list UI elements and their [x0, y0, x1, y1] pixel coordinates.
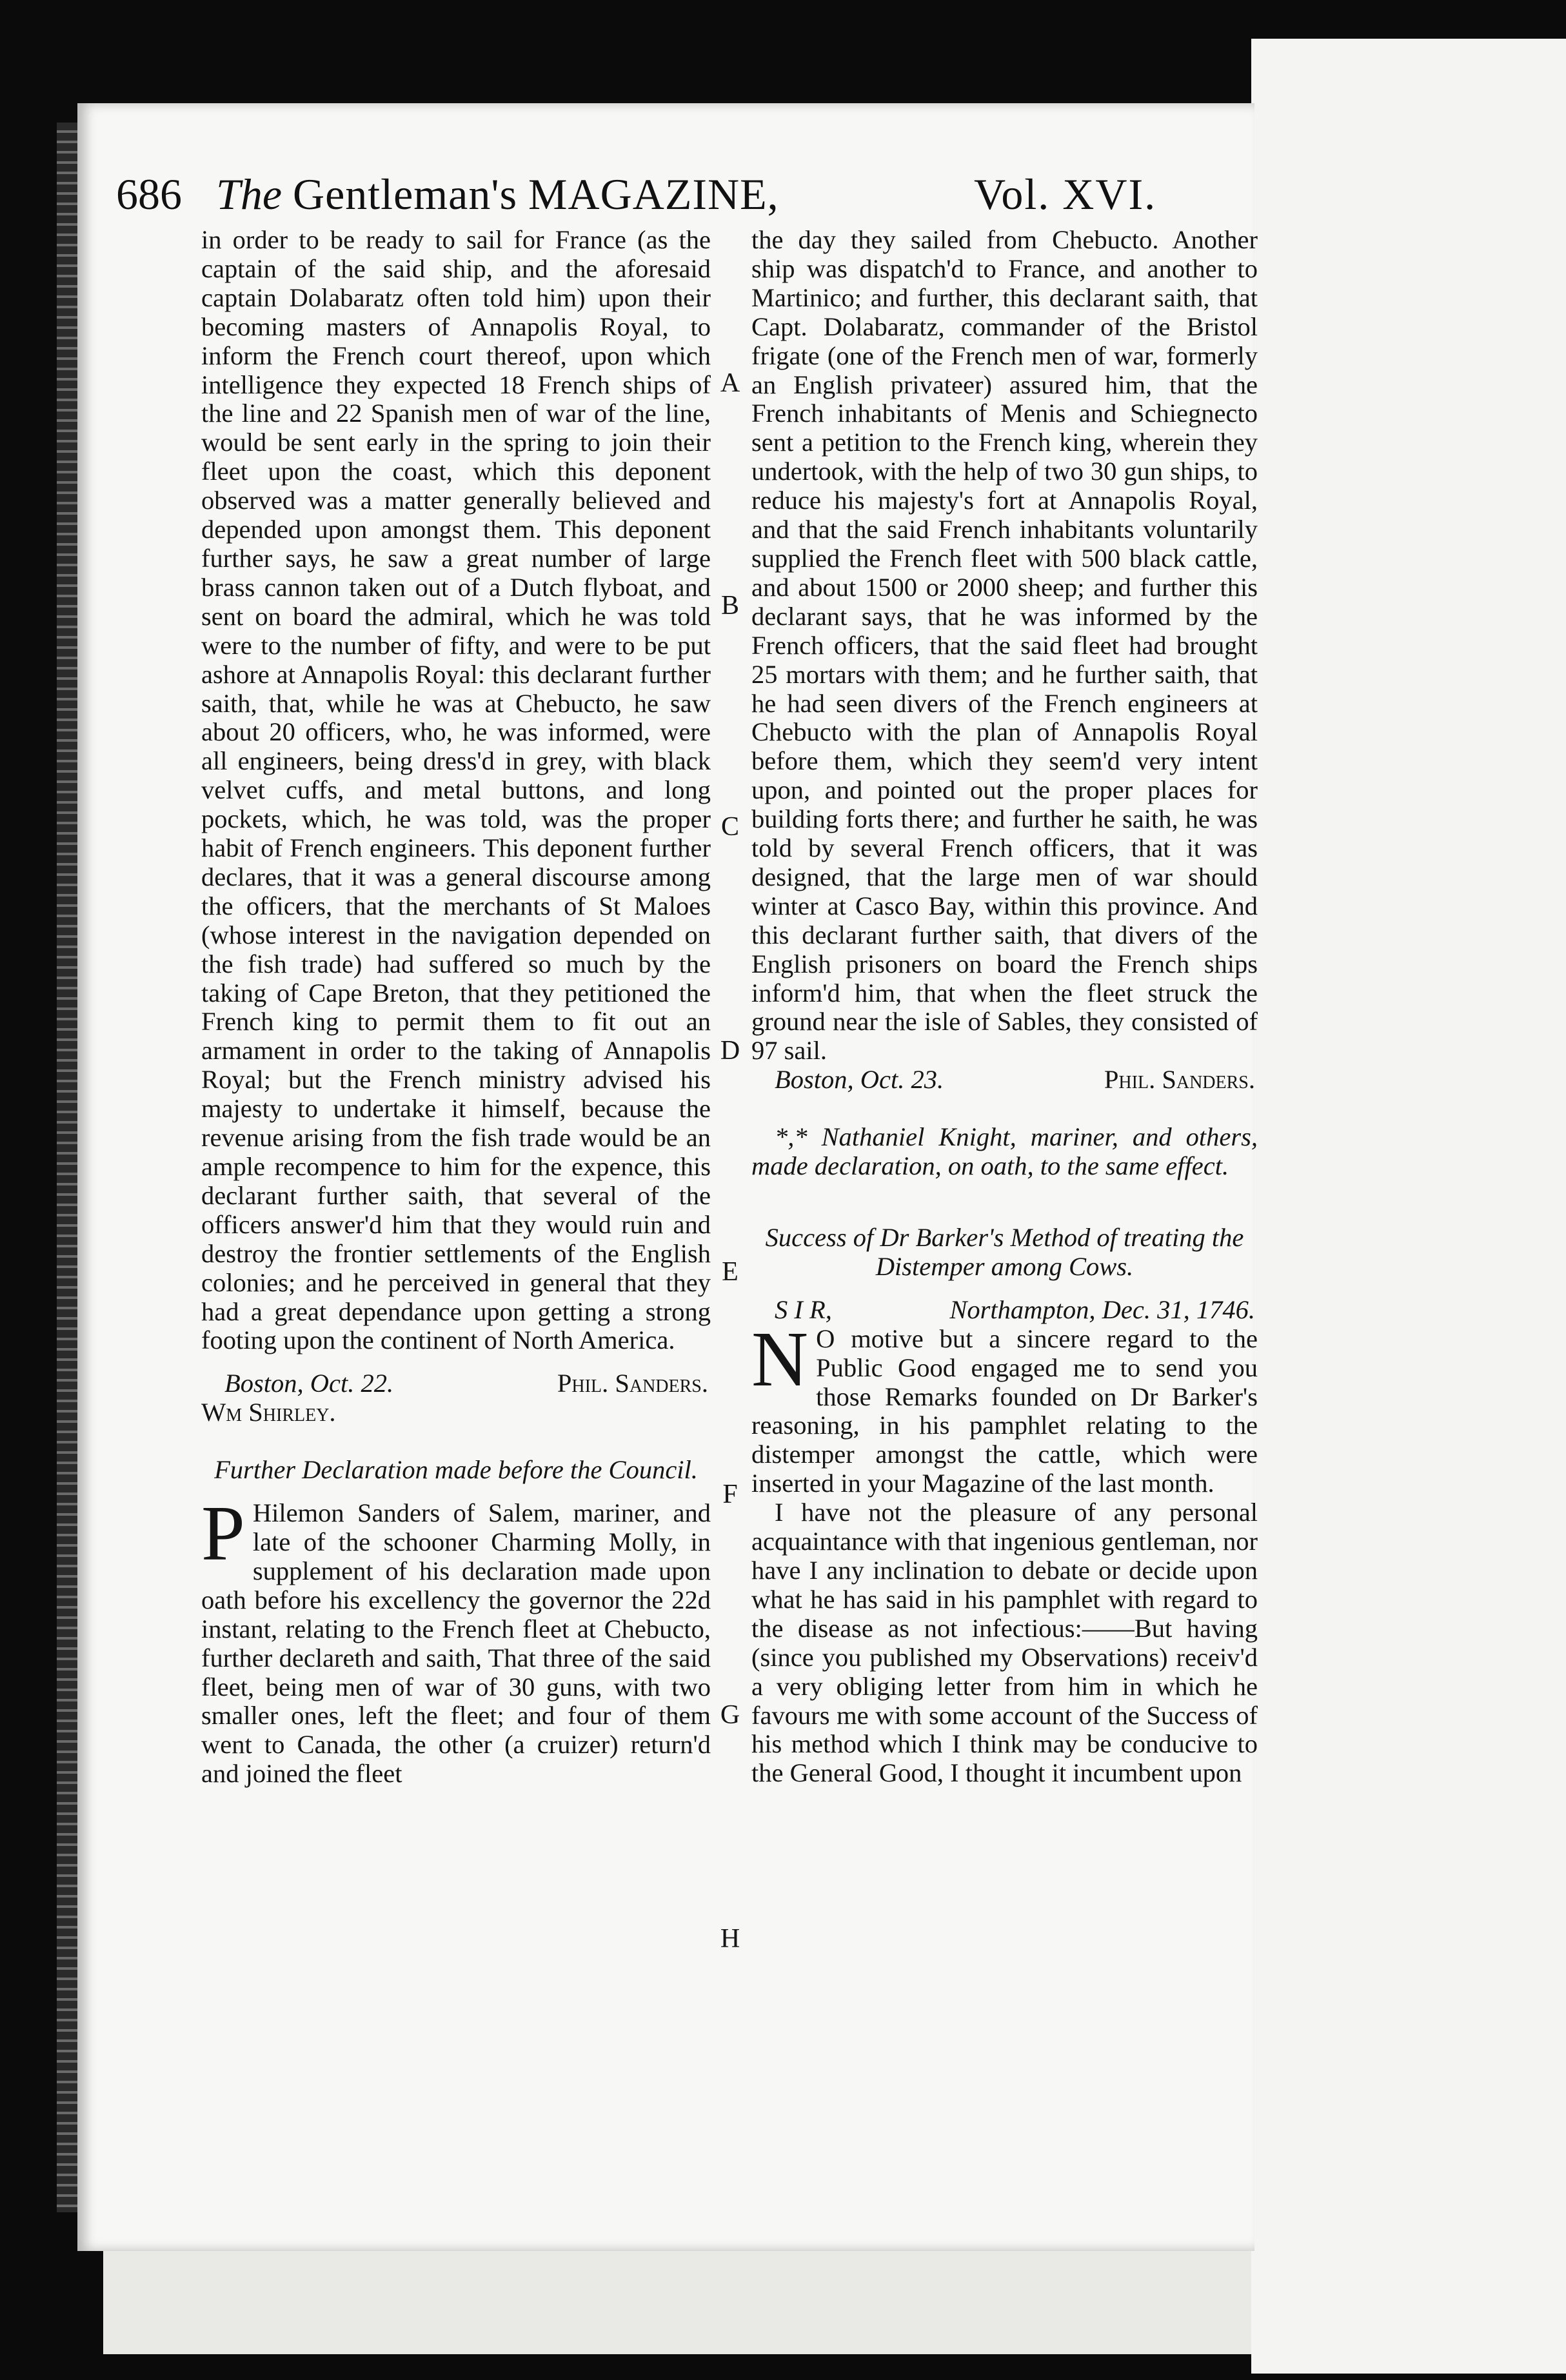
page-header [116, 169, 1213, 227]
margin-letter-c: C [720, 812, 739, 842]
margin-letter-e: E [722, 1257, 738, 1287]
next-page-edge [1251, 39, 1566, 2374]
title-prefix: The [216, 170, 282, 219]
magazine-title [216, 169, 779, 220]
letter-opening [751, 1296, 1258, 1325]
left-paragraph-1: in order to be ready to sail for France (as the captain of the said ship, and the aforesaid captain Dolabaratz often told him) upon their becoming masters of Annapolis Royal, to inform the French court thereof, upon which intelligence they expected 18 French ships of the line and 22 Spanish men of war of the line, would be sent early in the spring to join their fleet upon the coast, which this deponent observed was a matter generally believed and depended upon amongst them. This deponent further says, he saw a great number of large brass cannon taken out of a Dutch flyboat, and sent on board the admiral, which he was told were to the number of fifty, and were to be put ashore at Annapolis Royal: this declarant further saith, that, while he was at Chebucto, he saw about 20 officers, who, he was informed, were all engineers, being dress'd in grey, with black velvet cuffs, and metal buttons, and long pockets, which, he was told, was the proper habit of French engineers. This deponent further declares, that it was a general discourse among the officers, that the merchants of St Maloes (whose interest in the navigation depended on the fish trade) had suffered so much by the taking of Cape Breton, that they petitioned the French king to permit them to fit out an armament in order to the taking of Annapolis Royal; but the French ministry advised his majesty to undertake it himself, because the revenue arising from the fish trade would be an ample recompence to him for the expence, this declarant further saith, that several of the officers answer'd him that they would ruin and destroy the frontier settlements of the English colonies; and he perceived in general that they had a great dependance upon getting a strong footing upon the continent of North America. [201, 225, 711, 1355]
margin-letter-f: F [722, 1480, 738, 1509]
right-signoff-place: Boston, Oct. 23. [775, 1065, 944, 1095]
right-paragraph-2-text: O motive but a sincere regard to the Public Good engaged me to send you those Remarks founded on Dr Barker's reasoning, in his pamphlet relating to the distemper amongst the cattle, which were inserted in your Magazine of the last month. [751, 1324, 1258, 1498]
right-heading: Success of Dr Barker's Method of treating the Distemper among Cows. [765, 1223, 1244, 1281]
margin-letter-h: H [720, 1924, 740, 1954]
right-signoff [751, 1066, 1258, 1095]
left-signoff-name2: Wm Shirley. [201, 1398, 336, 1427]
right-paragraph-3: I have not the pleasure of any personal acquaintance with that ingenious gentleman, nor have I any inclination to debate or decide upon what he has said in his pamphlet with regard to the disease as not infectious:——But having (since you published my Observations) receiv'd a very obliging letter from him in which he favours me with some account of the Success of his method which I think may be conducive to the General Good, I thought it incumbent upon [751, 1498, 1258, 1788]
page-bottom-edge [103, 2251, 1251, 2354]
left-signoff-name: Phil. Sanders. [557, 1369, 708, 1398]
left-paragraph-2 [201, 1490, 711, 1789]
right-column [751, 226, 1258, 1788]
margin-letter-d: D [720, 1036, 740, 1066]
salutation: S I R, [775, 1294, 832, 1324]
right-signoff-name: Phil. Sanders. [1104, 1065, 1255, 1095]
volume-label: Vol. XVI. [974, 170, 1157, 219]
left-heading: Further Declaration made before the Council. [214, 1455, 698, 1485]
dateline: Northampton, Dec. 31, 1746. [949, 1294, 1255, 1324]
left-paragraph-2-text: Hilemon Sanders of Salem, mariner, and late of the schooner Charming Molly, in supplement of his declaration made upon oath before his excellency the governor the 22d instant, relating to the French fleet at Chebucto, further declareth and saith, That three of the said fleet, being men of war of 30 guns, with two smaller ones, left the fleet; and four of them went to Canada, the other (a cruizer) return'd and joined the fleet [201, 1498, 711, 1789]
left-signoff [201, 1369, 711, 1398]
left-signoff-place: Boston, Oct. 22. [224, 1369, 394, 1398]
page-number: 686 [116, 170, 182, 219]
right-note: *,* Nathaniel Knight, mariner, and others, made declaration, on oath, to the same effect. [751, 1122, 1258, 1181]
title-magazine: MAGAZINE, [528, 170, 779, 219]
book-binding [57, 123, 77, 2212]
left-column [201, 226, 711, 1789]
right-paragraph-2 [751, 1315, 1258, 1498]
margin-letter-b: B [720, 591, 739, 620]
left-dropcap: P [201, 1490, 245, 1578]
margin-letter-g: G [720, 1700, 740, 1730]
title-main: Gentleman's [293, 170, 518, 219]
right-dropcap: N [751, 1315, 809, 1403]
margin-letter-a: A [720, 368, 740, 398]
right-paragraph-1: the day they sailed from Chebucto. Another ship was dispatch'd to France, and another to Martinico; and further, this declarant saith, that Capt. Dolabaratz, commander of the Bristol frigate (one of the French men of war, formerly an English privateer) assured him, that the French inhabitants of Menis and Schiegnecto sent a petition to the French king, wherein they undertook, with the help of two 30 gun ships, to reduce his majesty's fort at Annapolis Royal, and that the said French inhabitants voluntarily supplied the French fleet with 500 black cattle, and about 1500 or 2000 sheep; and further this declarant says, that he was informed by the French officers, that the said fleet had brought 25 mortars with them; and he further saith, that he had seen divers of the French engineers at Chebucto with the plan of Annapolis Royal before them, which they seem'd very intent upon, and pointed out the proper places for building forts there; and further he saith, he was told by several French officers, that it was designed, that the large men of war should winter at Casco Bay, within this province. And this declarant further saith, that divers of the English prisoners on board the French ships inform'd him, that when the fleet struck the ground near the isle of Sables, they consisted of 97 sail. [751, 226, 1258, 1066]
